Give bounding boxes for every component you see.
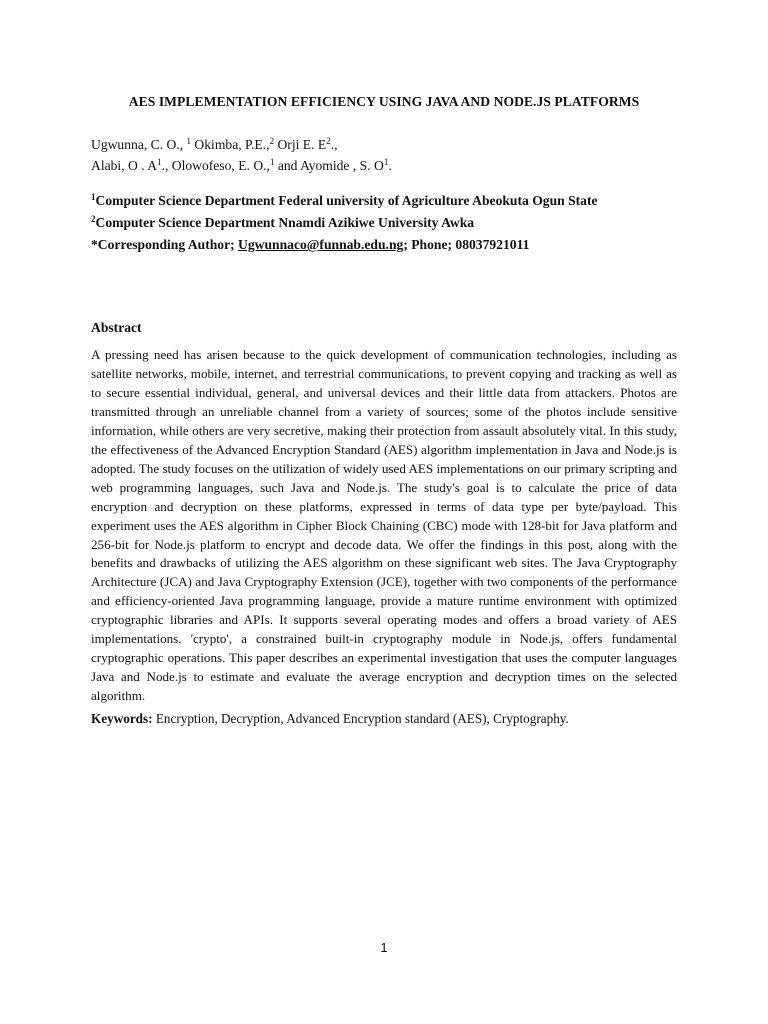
paper-title: AES IMPLEMENTATION EFFICIENCY USING JAVA AND NODE.JS PLATFORMS	[128, 94, 640, 109]
affiliation-marker: 1	[91, 192, 96, 202]
corresponding-label: *Corresponding Author;	[91, 237, 239, 252]
author-okimba: Okimba, P.E.,	[191, 137, 270, 152]
corresponding-author	[91, 234, 598, 256]
corresponding-email-link[interactable]: Ugwunnaco@funnab.edu.ng	[238, 237, 404, 252]
author-line-1	[91, 134, 392, 155]
affiliation-marker: 1	[269, 157, 275, 167]
affiliation-marker: 2	[269, 136, 275, 146]
abstract-heading: Abstract	[91, 320, 142, 335]
author-punctuation: .	[388, 158, 392, 173]
affiliation-1-text: Computer Science Department Federal university of Agriculture Abeokuta Ogun State	[95, 193, 598, 208]
affiliation-marker: 2	[91, 214, 96, 224]
affiliation-1	[91, 190, 598, 212]
corresponding-phone: ; Phone; 08037921011	[403, 237, 530, 252]
author-line-2	[91, 155, 392, 176]
keywords	[91, 711, 691, 727]
affiliations	[91, 190, 598, 256]
affiliation-marker: 1	[383, 157, 389, 167]
author-olowofeso: ., Olowofeso, E. O.,	[161, 158, 270, 173]
author-ugwunna: Ugwunna, C. O.,	[91, 137, 187, 152]
abstract-body: A pressing need has arisen because to the quick development of communication technologies, including as satellite networks, mobile, internet, and terrestrial communications, to prevent copying and tracking as well as to secure essential individual, general, and universal devices and their little data from attackers. Photos are transmitted through an unreliable channel from a variety of sources; some of the photos include sensitive information, while others are very secretive, making their protection from assault absolutely vital. In this study, the effectiveness of the Advanced Encryption Standard (AES) algorithm implementation in Java and Node.js is adopted. The study focuses on the utilization of widely used AES implementations on our primary scripting and web programming languages, such Java and Node.js. The study's goal is to calculate the price of data encryption and decryption on these platforms, expressed in terms of data type per byte/payload. This experiment uses the AES algorithm in Cipher Block Chaining (CBC) mode with 128-bit for Java platform and 256-bit for Node.js platform to encrypt and decode data. We offer the findings in this post, along with the benefits and drawbacks of utilizing the AES algorithm on these significant web sites. The Java Cryptography Architecture (JCA) and Java Cryptography Extension (JCE), together with two components of the performance and efficiency-oriented Java programming language, provide a mature runtime environment with optimized cryptographic libraries and APIs. It supports several operating modes and offers a broad variety of AES implementations. 'crypto', a constrained built-in cryptography module in Node.js, offers fundamental cryptographic operations. This paper describes an experimental investigation that uses the computer languages Java and Node.js to estimate and evaluate the average encryption and decryption times on the selected algorithm.	[91, 347, 677, 704]
affiliation-marker: 1	[157, 157, 162, 167]
page-number: 1	[380, 940, 388, 955]
keywords-text: Encryption, Decryption, Advanced Encryption standard (AES), Cryptography.	[152, 711, 569, 726]
affiliation-2	[91, 212, 598, 234]
affiliation-marker: 1	[186, 136, 192, 146]
affiliation-2-text: Computer Science Department Nnamdi Azikiwe University Awka	[95, 215, 475, 230]
affiliation-marker: 2	[326, 136, 331, 146]
author-alabi: Alabi, O . A	[91, 158, 158, 173]
keywords-label: Keywords:	[91, 711, 153, 726]
author-orji: Orji E. E	[274, 137, 327, 152]
author-list	[91, 134, 392, 176]
author-punctuation: .,	[330, 137, 338, 152]
author-ayomide: and Ayomide , S. O	[274, 158, 384, 173]
